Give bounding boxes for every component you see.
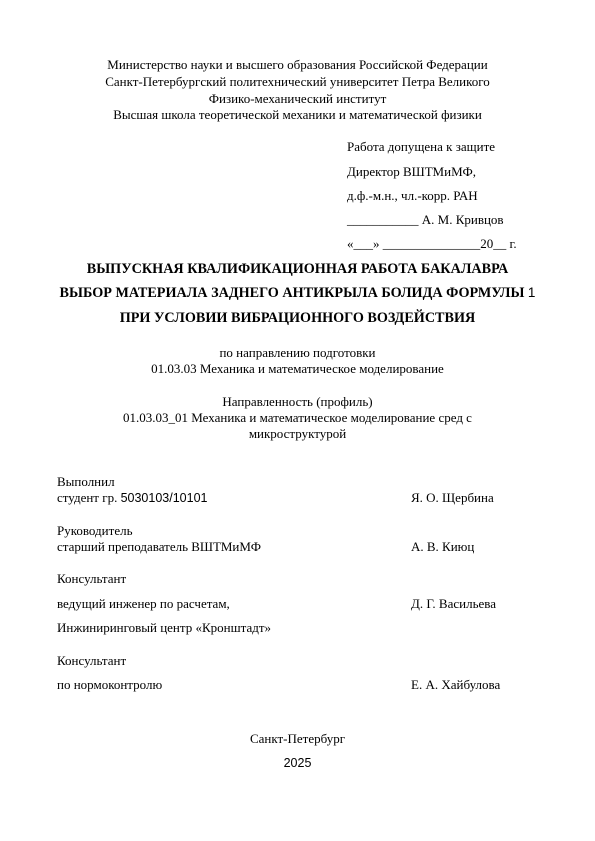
direction-label: по направлению подготовки [219,345,376,360]
profile-value-line-2: микроструктурой [248,426,347,441]
author-role: Выполнил [57,474,115,489]
author-name: Я. О. Щербина [411,490,494,505]
author-group: 5030103/10101 [120,491,208,505]
consultant-1-name: Д. Г. Васильева [411,596,497,611]
approval-signature-line: ___________ А. М. Кривцов [347,212,504,227]
footer-year: 2025 [283,756,312,770]
consultant-1-desc-line-2: Инжиниринговый центр «Кронштадт» [57,620,272,635]
supervisor-name: А. В. Киюц [411,539,475,554]
ministry-line: Министерство науки и высшего образования Российской Федерации [107,57,488,72]
approval-line-1: Работа допущена к защите [347,139,496,154]
consultant-1-role: Консультант [57,571,127,586]
supervisor-role: Руководитель [57,523,133,538]
work-type-title: ВЫПУСКНАЯ КВАЛИФИКАЦИОННАЯ РАБОТА БАКАЛАВРА [86,261,509,277]
school-line: Высшая школа теоретической механики и математической физики [113,107,482,122]
profile-label: Направленность (профиль) [222,394,373,409]
approval-line-2: Директор ВШТМиМФ, [347,164,476,179]
approval-line-3: д.ф.-м.н., чл.-корр. РАН [347,188,478,203]
institute-line: Физико-механический институт [208,91,387,106]
topic-title-number: 1 [527,285,536,300]
topic-title-line-1 [0,284,595,302]
supervisor-desc: старший преподаватель ВШТМиМФ [57,539,261,554]
author-desc [57,490,207,506]
topic-title-line-2: ПРИ УСЛОВИИ ВИБРАЦИОННОГО ВОЗДЕЙСТВИЯ [119,310,476,326]
consultant-1-desc-line-1: ведущий инженер по расчетам, [57,596,230,611]
consultant-2-role: Консультант [57,653,127,668]
author-desc-prefix: студент гр. [57,490,121,505]
consultant-2-desc: по нормоконтролю [57,677,163,692]
profile-value-line-1: 01.03.03_01 Механика и математическое моделирование сред с [123,410,472,425]
direction-value: 01.03.03 Механика и математическое моделирование [151,361,444,376]
footer-city: Санкт-Петербург [249,731,346,746]
university-line: Санкт-Петербургский политехнический университет Петра Великого [105,74,490,89]
approval-date-line: «___» _______________20__ г. [347,236,517,251]
consultant-2-name: Е. А. Хайбулова [411,677,501,692]
topic-title-text: ВЫБОР МАТЕРИАЛА ЗАДНЕГО АНТИКРЫЛА БОЛИДА ФОРМУЛЫ [59,285,525,301]
